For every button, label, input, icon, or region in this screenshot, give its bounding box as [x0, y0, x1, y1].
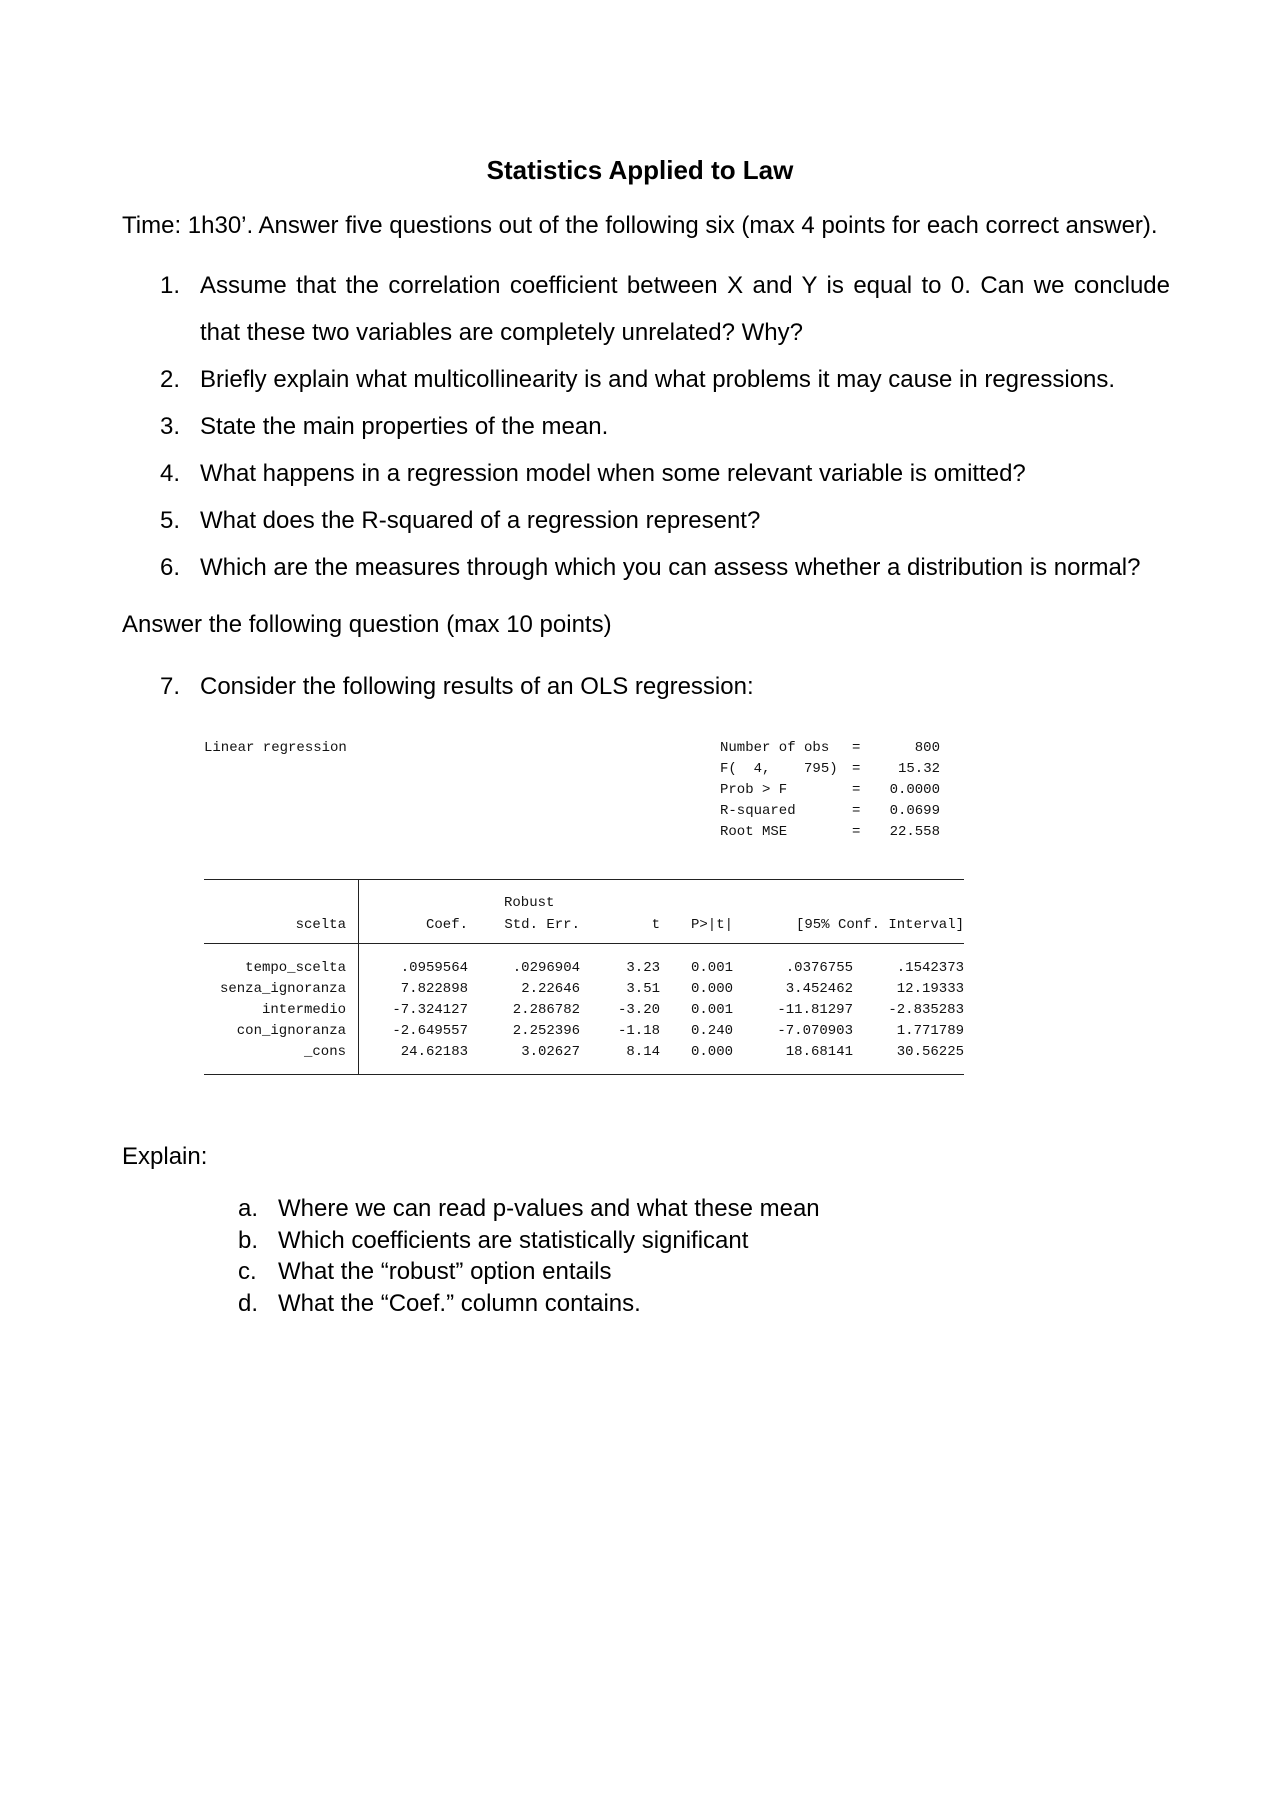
p-header: P>|t|	[690, 917, 733, 933]
p-cell: 0.001	[690, 1002, 733, 1018]
question-text: What happens in a regression model when some relevant variable is omitted?	[200, 460, 1026, 487]
subquestion-text: What the “Coef.” column contains.	[278, 1289, 641, 1317]
question-number: 3.	[160, 413, 181, 440]
subquestion-item	[238, 1225, 820, 1257]
var-name: _cons	[303, 1044, 346, 1060]
question-text: Briefly explain what multicollinearity is and what problems it may cause in regressions.	[200, 366, 1116, 393]
stat-label: Number of obs	[720, 740, 830, 756]
subquestion-letter: a.	[238, 1195, 259, 1222]
ci-low-cell: 3.452462	[785, 981, 853, 997]
table-rule-top	[204, 879, 964, 880]
subquestion-letter: c.	[238, 1258, 257, 1285]
se-cell: .0296904	[512, 960, 580, 976]
se-cell: 2.22646	[521, 981, 580, 997]
question-item	[160, 262, 1170, 356]
var-name: con_ignoranza	[236, 1023, 346, 1039]
stat-eq: =	[852, 803, 861, 819]
question-text: Consider the following results of an OLS regression:	[200, 673, 754, 700]
question-text: State the main properties of the mean.	[200, 413, 609, 440]
subquestion-item	[238, 1256, 820, 1288]
t-cell: -1.18	[617, 1023, 660, 1039]
stat-value: 800	[914, 740, 940, 756]
question-item	[160, 544, 1170, 591]
stat-eq: =	[852, 824, 861, 840]
coef-cell: -7.324127	[392, 1002, 468, 1018]
question-item	[160, 497, 1170, 544]
se-cell: 2.286782	[512, 1002, 580, 1018]
ci-high-cell: -2.835283	[888, 1002, 964, 1018]
question-number: 2.	[160, 366, 181, 393]
stat-value: 15.32	[897, 761, 940, 777]
ci-high-cell: 12.19333	[896, 981, 964, 997]
ci-low-cell: -7.070903	[777, 1023, 853, 1039]
t-cell: 3.23	[626, 960, 660, 976]
coef-cell: 24.62183	[400, 1044, 468, 1060]
subquestion-item	[238, 1193, 820, 1225]
question-number: 1.	[160, 272, 181, 299]
t-header: t	[651, 917, 660, 933]
stat-value: 22.558	[889, 824, 940, 840]
p-cell: 0.001	[690, 960, 733, 976]
ci-low-cell: -11.81297	[777, 1002, 853, 1018]
t-cell: 3.51	[626, 981, 660, 997]
question-text: Which are the measures through which you can assess whether a distribution is normal?	[200, 554, 1141, 581]
ci-high-cell: 1.771789	[896, 1023, 964, 1039]
stat-value: 0.0000	[889, 782, 940, 798]
table-rule-bottom	[204, 1074, 964, 1075]
table-rule-header	[204, 943, 964, 944]
question-list	[160, 262, 1170, 591]
instructions: Time: 1h30’. Answer five questions out of the following six (max 4 points for each correct answer).	[122, 212, 1158, 239]
stat-eq: =	[852, 740, 861, 756]
subquestion-text: Where we can read p-values and what these mean	[278, 1195, 820, 1222]
question-number: 6.	[160, 554, 181, 581]
question-number: 5.	[160, 507, 181, 534]
subquestion-text: What the “robust” option entails	[278, 1258, 612, 1285]
ci-high-cell: 30.56225	[896, 1044, 964, 1060]
question-number: 4.	[160, 460, 181, 487]
se-cell: 2.252396	[512, 1023, 580, 1039]
subquestion-letter: b.	[238, 1226, 259, 1254]
stat-label: R-squared	[720, 803, 796, 819]
var-name: senza_ignoranza	[219, 981, 346, 997]
question-text: What does the R-squared of a regression represent?	[200, 507, 761, 534]
subquestion-item	[238, 1288, 820, 1320]
robust-header: Robust	[504, 895, 555, 911]
se-header: Std. Err.	[504, 917, 580, 933]
coef-cell: .0959564	[400, 960, 468, 976]
var-name: tempo_scelta	[245, 960, 346, 976]
ci-low-cell: .0376755	[785, 960, 853, 976]
stat-eq: =	[852, 761, 861, 777]
p-cell: 0.000	[690, 981, 733, 997]
question-item	[160, 450, 1170, 497]
se-cell: 3.02627	[521, 1044, 580, 1060]
stat-label: F( 4, 795)	[720, 761, 838, 777]
section-heading: Answer the following question (max 10 points)	[122, 611, 612, 638]
coef-cell: 7.822898	[400, 981, 468, 997]
stat-label: Root MSE	[720, 824, 788, 840]
stat-label: Prob > F	[720, 782, 788, 798]
subquestion-list	[238, 1193, 820, 1319]
depvar-header: scelta	[295, 917, 346, 933]
p-cell: 0.240	[690, 1023, 733, 1039]
ci-high-cell: .1542373	[896, 960, 964, 976]
ci-low-cell: 18.68141	[785, 1044, 853, 1060]
stat-eq: =	[852, 782, 861, 798]
page-title: Statistics Applied to Law	[486, 155, 794, 185]
question-number: 7.	[160, 673, 181, 700]
coef-header: Coef.	[425, 917, 468, 933]
model-label: Linear regression	[204, 740, 347, 756]
question-item	[160, 403, 1170, 450]
ci-header: [95% Conf. Interval]	[795, 917, 964, 933]
var-name: intermedio	[261, 1002, 346, 1018]
p-cell: 0.000	[690, 1044, 733, 1060]
coef-cell: -2.649557	[392, 1023, 468, 1039]
question-item	[160, 356, 1170, 403]
question-text: Assume that the correlation coefficient between X and Y is equal to 0. Can we conclude that these two variables are completely unrelated? Why?	[200, 272, 1170, 346]
subquestion-letter: d.	[238, 1289, 259, 1317]
t-cell: 8.14	[626, 1044, 660, 1060]
regression-output	[204, 740, 964, 1080]
explain-label: Explain:	[122, 1143, 208, 1170]
subquestion-text: Which coefficients are statistically significant	[278, 1226, 749, 1254]
question-7	[160, 673, 754, 701]
t-cell: -3.20	[617, 1002, 660, 1018]
stat-value: 0.0699	[889, 803, 940, 819]
